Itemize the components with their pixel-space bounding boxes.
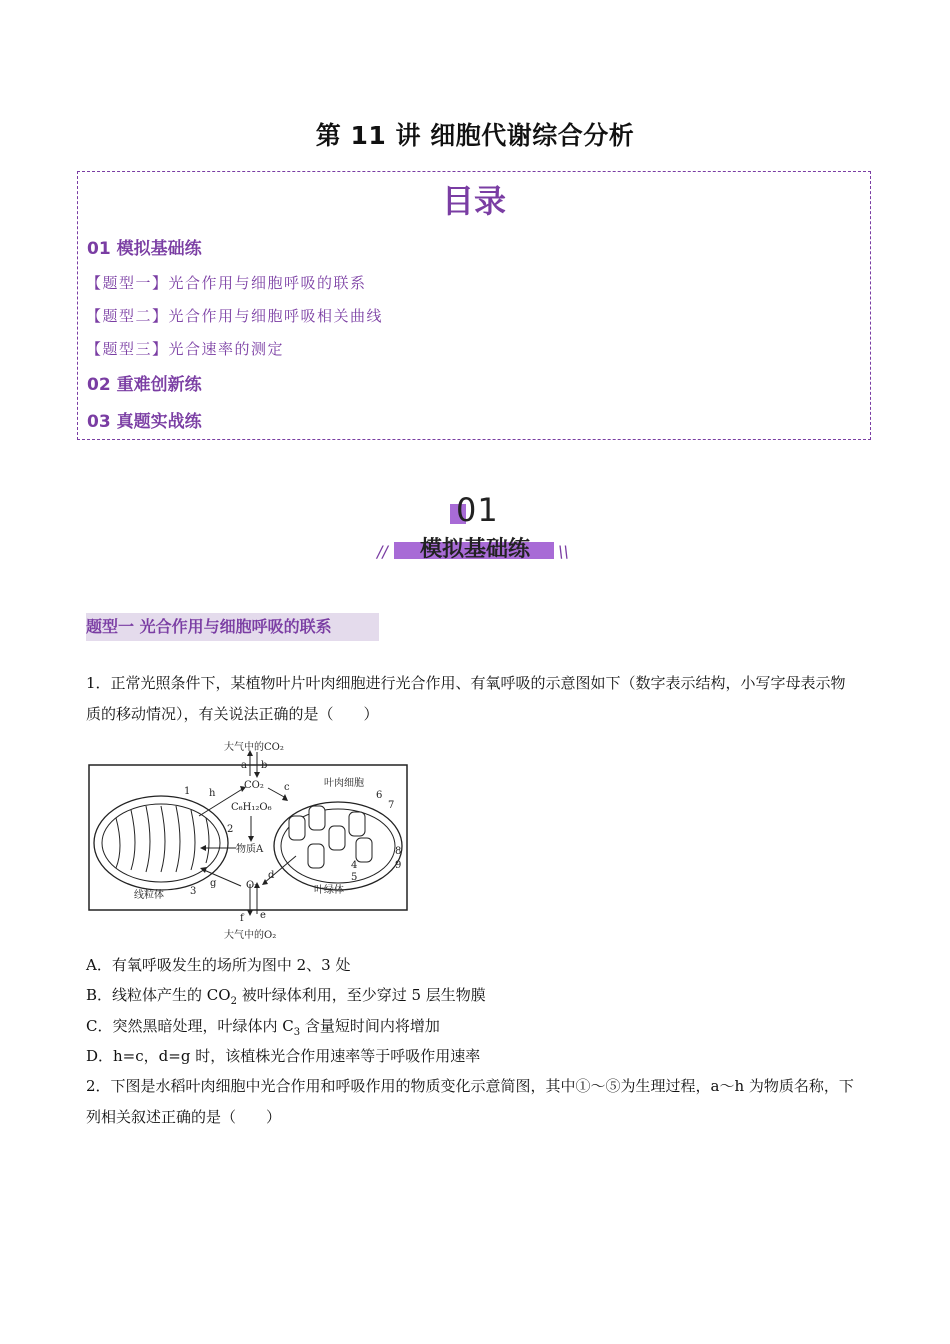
toc-item-3[interactable]: 【题型三】光合速率的测定 xyxy=(86,340,285,358)
label-letter-d: d xyxy=(268,870,275,881)
label-letter-g: g xyxy=(210,878,217,889)
label-substance-a: 物质A xyxy=(236,844,264,855)
label-chloroplast: 叶绿体 xyxy=(314,885,344,896)
cell-diagram xyxy=(86,738,410,943)
label-co2: CO₂ xyxy=(244,780,264,791)
label-num-5: 5 xyxy=(351,872,358,883)
toc-item-2[interactable]: 【题型二】光合作用与细胞呼吸相关曲线 xyxy=(86,307,384,325)
label-letter-e: e xyxy=(260,910,266,921)
question-1-stem: 1．正常光照条件下，某植物叶片叶肉细胞进行光合作用、有氧呼吸的示意图如下（数字表示结构，小写字母表示物质的移动情况），有关说法正确的是（ ） xyxy=(86,674,846,723)
label-num-1: 1 xyxy=(184,786,191,797)
toc-section-3[interactable]: 03 真题实战练 xyxy=(87,412,202,432)
label-num-2: 2 xyxy=(227,824,234,835)
option-d: D．h=c，d=g 时，该植株光合作用速率等于呼吸作用速率 xyxy=(86,1047,481,1065)
label-mesophyll-cell: 叶肉细胞 xyxy=(324,778,364,789)
label-o2: O₂ xyxy=(246,880,259,891)
badge-number: 01 xyxy=(456,491,499,529)
toc-section-1[interactable]: 01 模拟基础练 xyxy=(87,239,202,259)
badge-label: 模拟基础练 xyxy=(419,537,530,562)
question-type-heading: 题型一 光合作用与细胞呼吸的联系 xyxy=(86,613,379,641)
table-of-contents xyxy=(77,171,871,440)
label-num-7: 7 xyxy=(388,800,395,811)
question-2-stem: 2．下图是水稻叶肉细胞中光合作用和呼吸作用的物质变化示意简图，其中①～⑤为生理过程，a～h 为物质名称，下列相关叙述正确的是（ ） xyxy=(86,1077,854,1126)
badge-slash-right: \\ xyxy=(558,542,569,561)
toc-item-1[interactable]: 【题型一】光合作用与细胞呼吸的联系 xyxy=(86,274,367,292)
badge-slash-left: // xyxy=(377,542,388,561)
section-badge xyxy=(0,488,950,568)
option-a: A．有氧呼吸发生的场所为图中 2、3 处 xyxy=(86,956,351,974)
option-c: C．突然黑暗处理，叶绿体内 $C_3$ 含量短时间内将增加 xyxy=(86,1017,440,1038)
label-letter-f: f xyxy=(240,913,244,924)
toc-heading: 目录 xyxy=(441,182,506,220)
label-num-3: 3 xyxy=(190,886,197,897)
option-b: B．线粒体产生的 $CO_2$ 被叶绿体利用，至少穿过 5 层生物膜 xyxy=(86,986,486,1007)
label-atmosphere-o2: 大气中的O₂ xyxy=(224,930,277,941)
toc-section-2[interactable]: 02 重难创新练 xyxy=(87,375,202,395)
label-num-6: 6 xyxy=(376,790,383,801)
label-mitochondrion: 线粒体 xyxy=(134,890,164,901)
label-atmosphere-co2: 大气中的CO₂ xyxy=(224,742,284,753)
label-num-8: 8 xyxy=(395,846,402,857)
page-title: 第 11 讲 细胞代谢综合分析 xyxy=(315,121,635,150)
label-letter-b: b xyxy=(261,760,268,771)
label-letter-h: h xyxy=(209,788,216,799)
label-num-9: 9 xyxy=(395,860,402,871)
label-letter-a: a xyxy=(241,760,247,771)
label-letter-c: c xyxy=(284,782,290,793)
label-num-4: 4 xyxy=(351,860,358,871)
label-glucose: C₆H₁₂O₆ xyxy=(231,802,272,813)
